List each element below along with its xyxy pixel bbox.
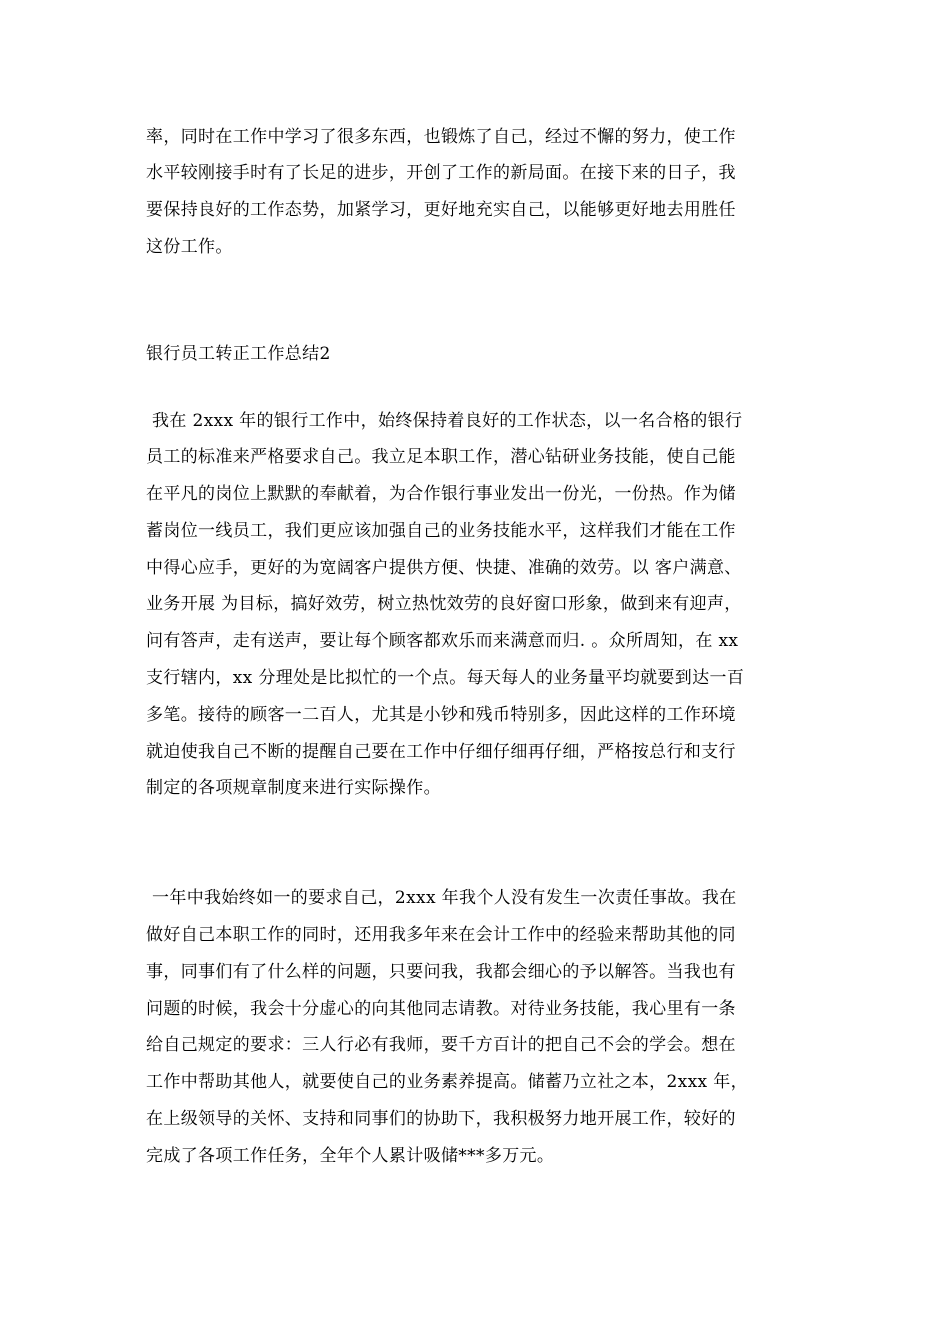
section-title: 银行员工转正工作总结2 <box>146 344 331 364</box>
text-line: 业务开展 为目标，搞好效劳，树立热忱效劳的良好窗口形象，做到来有迎声， <box>146 594 742 614</box>
text-line: 完成了各项工作任务，全年个人累计吸储***多万元。 <box>146 1146 555 1166</box>
text-line: 在上级领导的关怀、支持和同事们的协助下，我积极努力地开展工作，较好的 <box>146 1109 736 1129</box>
text-line: 中得心应手，更好的为宽阔客户提供方便、快捷、准确的效劳。以 客户满意、 <box>146 558 742 578</box>
text-line: 这份工作。 <box>146 237 233 257</box>
text-line: 多笔。接待的顾客一二百人，尤其是小钞和残币特别多，因此这样的工作环境 <box>146 705 736 725</box>
text-line: 率，同时在工作中学习了很多东西，也锻炼了自己，经过不懈的努力，使工作 <box>146 127 736 147</box>
text-line: 工作中帮助其他人，就要使自己的业务素养提高。储蓄乃立社之本，2xxx 年， <box>146 1072 748 1092</box>
text-line: 在平凡的岗位上默默的奉献着，为合作银行事业发出一份光，一份热。作为储 <box>146 484 736 504</box>
text-line: 我在 2xxx 年的银行工作中，始终保持着良好的工作状态，以一名合格的银行 <box>152 411 743 431</box>
text-line: 事，同事们有了什么样的问题，只要问我，我都会细心的予以解答。当我也有 <box>146 962 736 982</box>
text-line: 问有答声，走有送声，要让每个顾客都欢乐而来满意而归. 。众所周知，在 xx <box>146 631 739 651</box>
text-line: 一年中我始终如一的要求自己，2xxx 年我个人没有发生一次责任事故。我在 <box>152 888 737 908</box>
text-line: 问题的时候，我会十分虚心的向其他同志请教。对待业务技能，我心里有一条 <box>146 999 736 1019</box>
text-line: 制定的各项规章制度来进行实际操作。 <box>146 778 441 798</box>
text-line: 蓄岗位一线员工，我们更应该加强自己的业务技能水平，这样我们才能在工作 <box>146 521 736 541</box>
text-line: 就迫使我自己不断的提醒自己要在工作中仔细仔细再仔细，严格按总行和支行 <box>146 742 736 762</box>
text-line: 支行辖内，xx 分理处是比拟忙的一个点。每天每人的业务量平均就要到达一百 <box>146 668 745 688</box>
text-line: 员工的标准来严格要求自己。我立足本职工作，潜心钻研业务技能，使自己能 <box>146 447 736 467</box>
text-line: 要保持良好的工作态势，加紧学习，更好地充实自己，以能够更好地去用胜任 <box>146 200 736 220</box>
text-line: 给自己规定的要求：三人行必有我师，要千方百计的把自己不会的学会。想在 <box>146 1035 736 1055</box>
text-line: 水平较刚接手时有了长足的进步，开创了工作的新局面。在接下来的日子，我 <box>146 163 736 183</box>
text-line: 做好自己本职工作的同时，还用我多年来在会计工作中的经验来帮助其他的同 <box>146 925 736 945</box>
